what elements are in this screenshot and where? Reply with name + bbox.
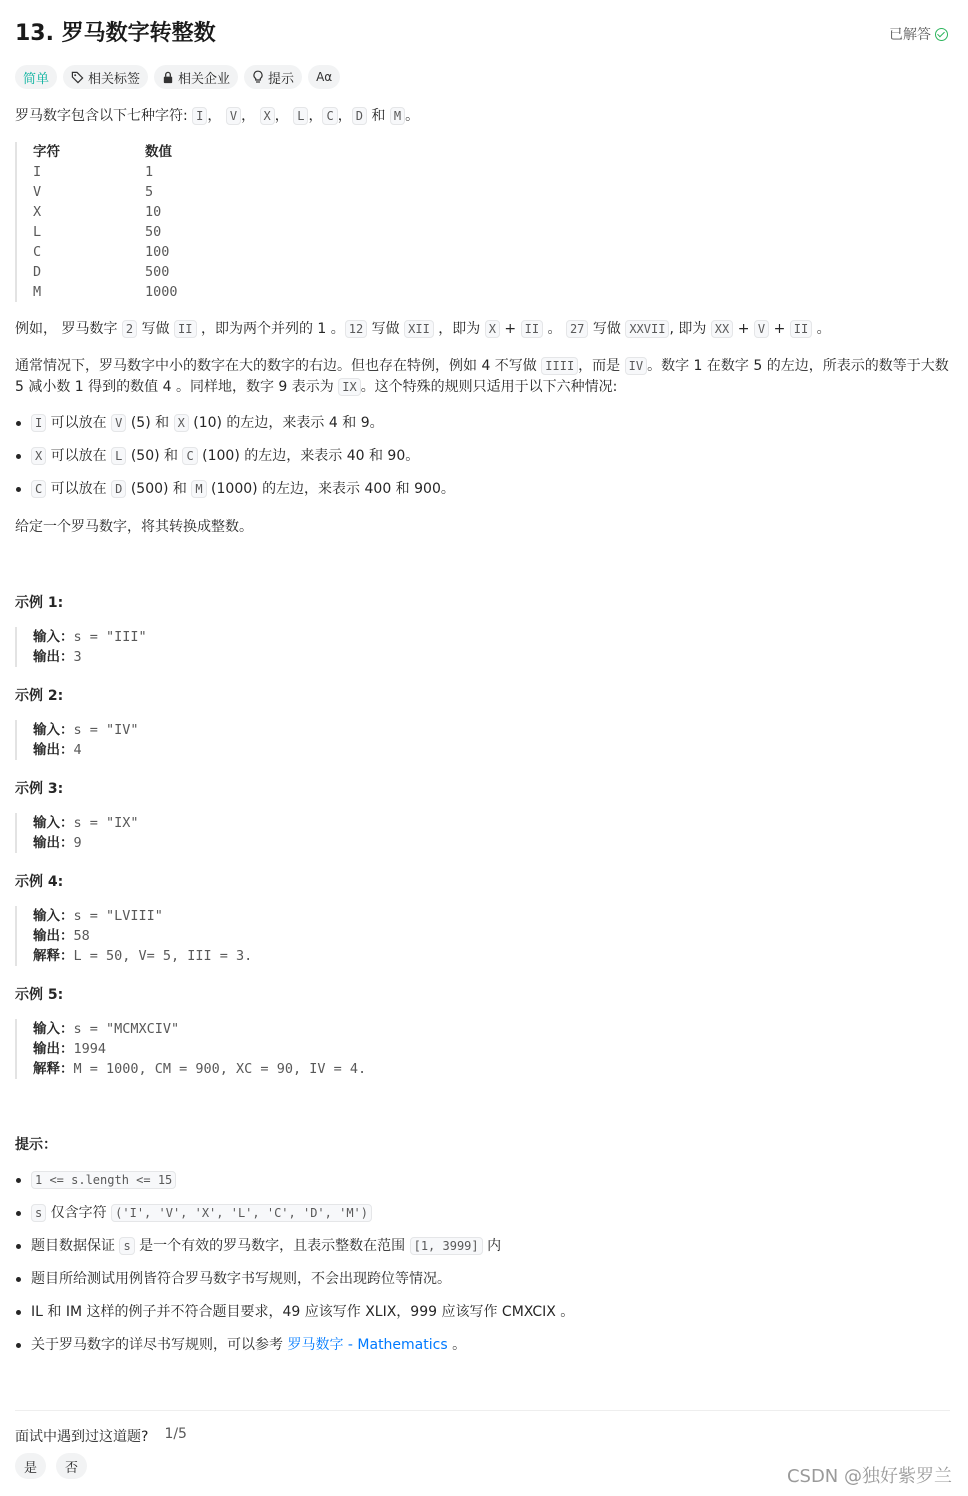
symbol-table: [15, 142, 950, 302]
example-output: 3: [73, 649, 82, 665]
text: 。: [543, 321, 566, 337]
interview-question: [15, 1426, 187, 1446]
output-label: 输出：: [33, 835, 74, 851]
problem-title: 13. 罗马数字转整数: [15, 21, 216, 46]
text: 可以放在: [46, 448, 112, 464]
explain-label: 解释：: [33, 1061, 74, 1077]
list-item: [15, 1236, 955, 1257]
table-cell: 500: [145, 264, 170, 280]
inline-code: X: [485, 320, 500, 338]
difficulty-badge: [15, 65, 57, 89]
table-header: 数值: [145, 144, 172, 160]
interview-count: 1/5: [164, 1426, 187, 1442]
input-label: 输入：: [33, 1021, 74, 1037]
text: ，而是: [578, 358, 625, 374]
inline-code: D: [111, 480, 126, 498]
list-item: IL 和 IM 这样的例子并不符合题目要求，49 应该写作 XLIX，999 应该写作 CMXCIX 。: [15, 1302, 955, 1323]
inline-code: s: [31, 1204, 46, 1222]
yes-button[interactable]: 是: [15, 1453, 46, 1479]
inline-code: 12: [345, 320, 367, 338]
text: 。这个特殊的规则只适用于以下六种情况:: [360, 379, 618, 395]
table-cell: 1000: [145, 284, 178, 300]
inline-code: 2: [122, 320, 137, 338]
char-code: L: [293, 107, 308, 125]
solved-status[interactable]: [889, 24, 948, 44]
task-statement: 给定一个罗马数字，将其转换成整数。: [15, 519, 253, 535]
inline-code: V: [754, 320, 769, 338]
example-input: s = "IX": [73, 815, 139, 831]
list-item: [15, 1170, 955, 1191]
inline-code: II: [521, 320, 543, 338]
table-row: [33, 262, 950, 282]
table-cell: 10: [145, 204, 162, 220]
inline-code: [1, 3999]: [410, 1237, 483, 1255]
output-label: 输出：: [33, 1041, 74, 1057]
text: (5) 和: [126, 415, 174, 431]
table-row: [33, 222, 950, 242]
text: ，即为: [433, 321, 485, 337]
hint-button[interactable]: [244, 65, 302, 89]
related-tags-button[interactable]: [63, 65, 148, 89]
text: (1000) 的左边，来表示 400 和 900。: [206, 481, 455, 497]
example-output: 9: [73, 835, 82, 851]
text: 可以放在: [46, 415, 112, 431]
example-title: 示例 4:: [15, 874, 64, 890]
table-cell: 100: [145, 244, 170, 260]
inline-code: IX: [338, 378, 360, 396]
text: 题目数据保证: [31, 1238, 120, 1254]
table-row: [33, 282, 950, 302]
text: 可以放在: [46, 481, 112, 497]
char-code: C: [322, 107, 337, 125]
example-block: [15, 1019, 950, 1079]
hint-label: 提示: [268, 71, 295, 87]
text: , 即为: [669, 321, 711, 337]
text: (50) 和: [126, 448, 183, 464]
text: 写做: [137, 321, 175, 337]
table-header: 字符: [33, 144, 60, 160]
output-label: 输出：: [33, 649, 74, 665]
inline-code: C: [182, 447, 197, 465]
example-input: s = "MCMXCIV": [73, 1021, 180, 1037]
example-title: 示例 1:: [15, 595, 64, 611]
char-code: V: [226, 107, 241, 125]
inline-code: V: [111, 414, 126, 432]
answer-buttons: [15, 1453, 87, 1479]
table-row: [33, 202, 950, 222]
and-text: 和: [371, 108, 386, 124]
example-block: [15, 627, 950, 667]
example-title: 示例 2:: [15, 688, 64, 704]
input-label: 输入：: [33, 815, 74, 831]
rules-paragraph: [15, 356, 955, 398]
char-code: X: [260, 107, 275, 125]
example-input: s = "LVIII": [73, 908, 163, 924]
input-label: 输入：: [33, 908, 74, 924]
list-item: [15, 479, 955, 500]
font-size-icon: Aα: [316, 70, 333, 84]
example-paragraph: [15, 319, 955, 340]
example-input: s = "III": [73, 629, 147, 645]
example-explain: L = 50, V= 5, III = 3.: [73, 948, 253, 964]
text: 关于罗马数字的详尽书写规则，可以参考: [31, 1337, 288, 1353]
rules-list: [15, 413, 955, 500]
no-button[interactable]: 否: [56, 1453, 87, 1479]
explain-label: 解释：: [33, 948, 74, 964]
table-row: [33, 162, 950, 182]
intro-text: 罗马数字包含以下七种字符:: [15, 108, 188, 124]
char-code: M: [390, 107, 405, 125]
table-cell: 1: [145, 164, 154, 180]
text: 。: [447, 1337, 467, 1353]
intro-paragraph: 罗马数字包含以下七种字符: I ， V ， X ， L ， C ， D 和 M 。: [15, 108, 420, 124]
lightbulb-icon: [252, 70, 264, 84]
example-title: 示例 5:: [15, 987, 64, 1003]
check-circle-icon: [935, 28, 948, 41]
text: +: [499, 321, 521, 337]
table-cell: 50: [145, 224, 162, 240]
list-item: 题目所给测试用例皆符合罗马数字书写规则，不会出现跨位等情况。: [15, 1269, 955, 1290]
text: ，即为两个并列的 1 。: [196, 321, 345, 337]
text: 。数字 1 在数字 5 的左边，所表示的数等于大数 5 减小数 1 得到的数值 4 。同样地，数字 9 表示为: [15, 358, 949, 395]
table-cell: I: [33, 164, 42, 180]
table-cell: 5: [145, 184, 154, 200]
text: 仅含字符: [46, 1205, 112, 1221]
inline-code: II: [174, 320, 196, 338]
inline-code: ('I', 'V', 'X', 'L', 'C', 'D', 'M'): [111, 1204, 372, 1222]
text: (100) 的左边，来表示 40 和 90。: [197, 448, 420, 464]
tag-bar: [15, 65, 340, 89]
text: 写做: [367, 321, 405, 337]
char-code: D: [352, 107, 367, 125]
inline-code: C: [31, 480, 46, 498]
lock-icon: [162, 71, 174, 84]
table-cell: X: [33, 204, 42, 220]
text: 。: [812, 321, 831, 337]
related-companies-button[interactable]: [154, 65, 238, 89]
example-block: [15, 906, 950, 966]
interview-question-text: 面试中遇到过这道题?: [15, 1429, 149, 1445]
inline-code: s: [119, 1237, 134, 1255]
list-item: [15, 446, 955, 467]
table-header-row: [33, 142, 950, 162]
inline-code: XII: [404, 320, 434, 338]
inline-code: M: [191, 480, 206, 498]
list-item: [15, 1203, 955, 1224]
input-label: 输入：: [33, 722, 74, 738]
example-output: 1994: [73, 1041, 107, 1057]
text: 通常情况下，罗马数字中小的数字在大的数字的右边。但也存在特例，例如 4 不写做: [15, 358, 542, 374]
example-output: 4: [73, 742, 82, 758]
divider: [15, 1410, 950, 1411]
end-text: 。: [405, 108, 420, 124]
related-tags-label: 相关标签: [88, 71, 141, 87]
char-code: I: [192, 107, 207, 125]
inline-code: IIII: [541, 357, 578, 375]
inline-code: 1 <= s.length <= 15: [31, 1171, 176, 1189]
table-cell: V: [33, 184, 42, 200]
constraints-list: [15, 1170, 955, 1356]
font-settings-button[interactable]: [308, 65, 340, 89]
table-cell: C: [33, 244, 42, 260]
text: (10) 的左边，来表示 4 和 9。: [188, 415, 384, 431]
tag-icon: [71, 71, 84, 84]
example-explain: M = 1000, CM = 900, XC = 90, IV = 4.: [73, 1061, 367, 1077]
difficulty-label: 简单: [23, 71, 50, 87]
text: (500) 和: [126, 481, 192, 497]
output-label: 输出：: [33, 928, 74, 944]
example-title: 示例 3:: [15, 781, 64, 797]
example-output: 58: [73, 928, 90, 944]
watermark: CSDN @独好紫罗兰: [786, 1466, 952, 1487]
inline-code: XXVII: [625, 320, 669, 338]
inline-code: X: [174, 414, 189, 432]
constraints-title: 提示：: [15, 1137, 57, 1153]
text: +: [769, 321, 790, 337]
list-item: [15, 1335, 955, 1356]
related-companies-label: 相关企业: [178, 71, 231, 87]
inline-code: 27: [566, 320, 588, 338]
table-row: [33, 182, 950, 202]
example-block: [15, 720, 950, 760]
text: +: [733, 321, 754, 337]
inline-code: XX: [711, 320, 733, 338]
mathematics-link[interactable]: 罗马数字 - Mathematics: [287, 1337, 448, 1353]
example-input: s = "IV": [73, 722, 139, 738]
table-cell: D: [33, 264, 42, 280]
text: 是一个有效的罗马数字，且表示整数在范围: [134, 1238, 410, 1254]
inline-code: II: [790, 320, 812, 338]
list-item: [15, 413, 955, 434]
table-cell: M: [33, 284, 42, 300]
inline-code: I: [31, 414, 46, 432]
input-label: 输入：: [33, 629, 74, 645]
solved-label: 已解答: [889, 27, 931, 43]
inline-code: X: [31, 447, 46, 465]
inline-code: L: [111, 447, 126, 465]
text: 例如， 罗马数字: [15, 321, 122, 337]
inline-code: IV: [625, 357, 647, 375]
table-cell: L: [33, 224, 42, 240]
text: 内: [482, 1238, 502, 1254]
output-label: 输出：: [33, 742, 74, 758]
text: 写做: [588, 321, 626, 337]
table-row: [33, 242, 950, 262]
example-block: [15, 813, 950, 853]
